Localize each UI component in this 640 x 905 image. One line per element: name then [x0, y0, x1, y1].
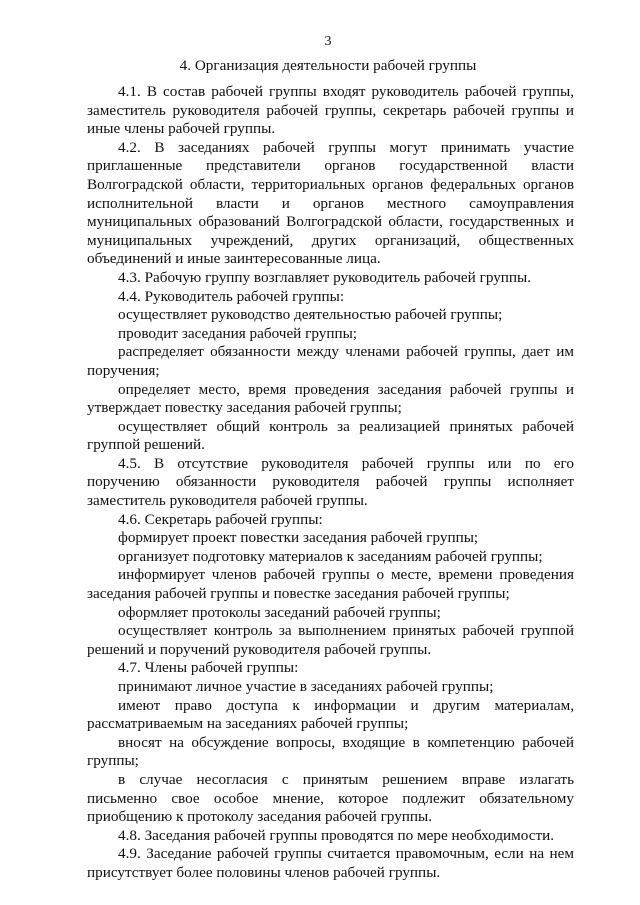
list-item: информирует членов рабочей группы о месте, времени проведения заседания рабочей группы и повестке заседания рабочей группы; [87, 566, 574, 603]
document-body [87, 83, 574, 883]
paragraph-4-2: 4.2. В заседаниях рабочей группы могут принимать участие приглашенные представители органов государственной власти Волгоградской области, территориальных органов федеральных органов исполнительной власти и органов местного самоуправления муниципальных образований Волгоградской области, государственных и муниципальных учреждений, других организаций, общественных объединений и иные заинтересованные лица. [87, 138, 574, 268]
list-item: осуществляет руководство деятельностью рабочей группы; [118, 306, 503, 324]
paragraph-4-6: 4.6. Секретарь рабочей группы: [118, 510, 323, 528]
list-item: проводит заседания рабочей группы; [118, 324, 358, 342]
paragraph-4-7: 4.7. Члены рабочей группы: [118, 659, 299, 677]
list-item: формирует проект повестки заседания рабочей группы; [118, 529, 479, 547]
paragraph-4-5: 4.5. В отсутствие руководителя рабочей группы или по его поручению обязанности руководителя рабочей группы исполняет заместитель руководителя рабочей группы. [87, 454, 574, 510]
list-item: определяет место, время проведения заседания рабочей группы и утверждает повестку заседания рабочей группы; [87, 380, 574, 417]
list-item: принимают личное участие в заседаниях рабочей группы; [118, 678, 494, 695]
paragraph-4-1: 4.1. В состав рабочей группы входят руководитель рабочей группы, заместитель руководителя рабочей группы, секретарь рабочей группы и иные члены рабочей группы. [87, 83, 574, 138]
list-item: вносят на обсуждение вопросы, входящие в компетенцию рабочей группы; [87, 733, 574, 770]
list-item: в случае несогласия с принятым решением вправе излагать письменно свое особое мнение, которое подлежит обязательному приобщению к протоколу заседания рабочей группы. [87, 770, 574, 826]
list-item: распределяет обязанности между членами рабочей группы, дает им поручения; [87, 343, 574, 379]
list-item: оформляет протоколы заседаний рабочей группы; [118, 603, 441, 621]
paragraph-4-4: 4.4. Руководитель рабочей группы: [118, 287, 345, 305]
paragraph-4-8: 4.8. Заседания рабочей группы проводятся по мере необходимости. [118, 826, 555, 844]
list-item: осуществляет общий контроль за реализацией принятых рабочей группой решений. [87, 417, 574, 454]
list-item: организует подготовку материалов к заседаниям рабочей группы; [118, 547, 543, 565]
list-item: имеют право доступа к информации и другим материалам, рассматриваемым на заседаниях рабочей группы; [87, 696, 574, 733]
paragraph-4-3: 4.3. Рабочую группу возглавляет руководитель рабочей группы. [118, 268, 532, 286]
list-item: осуществляет контроль за выполнением принятых рабочей группой решений и поручений руководителя рабочей группы. [87, 622, 574, 658]
section-title: 4. Организация деятельности рабочей группы [179, 57, 477, 74]
page-number: 3 [324, 34, 332, 49]
paragraph-4-9: 4.9. Заседание рабочей группы считается правомочным, если на нем присутствует более половины членов рабочей группы. [87, 845, 574, 881]
